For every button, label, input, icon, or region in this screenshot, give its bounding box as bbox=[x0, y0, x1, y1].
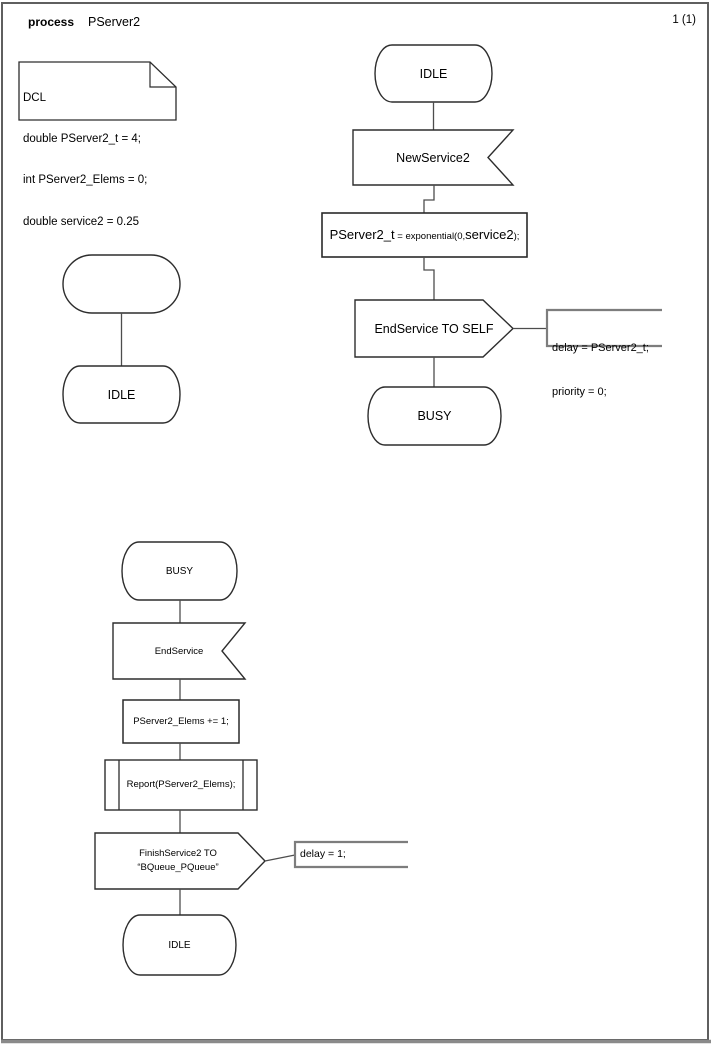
comment-line: delay = PServer2_t; bbox=[552, 342, 649, 354]
dcl-declarations-text bbox=[23, 64, 147, 257]
flow-line bbox=[424, 257, 434, 300]
output-label-endservice-to-self: EndService TO SELF bbox=[374, 321, 494, 336]
dcl-line: double PServer2_t = 4; bbox=[23, 132, 141, 145]
dcl-line: int PServer2_Elems = 0; bbox=[23, 174, 148, 187]
comment-text-delay1: delay = 1; bbox=[300, 848, 346, 860]
dcl-line: DCL bbox=[23, 91, 47, 104]
dcl-line: double service2 = 0.25 bbox=[23, 215, 140, 228]
state-label-busy-top: BUSY bbox=[417, 409, 452, 423]
diagram-name-label: PServer2 bbox=[88, 15, 141, 29]
state-label-idle-top: IDLE bbox=[419, 66, 448, 81]
state-label-idle-bottom: IDLE bbox=[168, 939, 191, 951]
output-label-finishservice2 bbox=[95, 833, 261, 889]
state-label-busy-bottom: BUSY bbox=[165, 565, 194, 577]
task-text-part: service2 bbox=[465, 227, 514, 242]
task-text-part: ); bbox=[513, 231, 520, 242]
task-label-increment-elems: PServer2_Elems += 1; bbox=[133, 716, 229, 727]
input-label-endservice: EndService bbox=[154, 645, 204, 657]
comment-line: priority = 0; bbox=[552, 385, 607, 398]
task-text-part: = exponential(0, bbox=[394, 231, 466, 242]
start-symbol[interactable] bbox=[63, 255, 180, 313]
comment-connector-line bbox=[265, 855, 295, 861]
task-label-set-pserver2-t bbox=[322, 213, 527, 259]
procedure-call-label-report: Report(PServer2_Elems); bbox=[126, 779, 236, 790]
flow-line bbox=[424, 185, 434, 213]
task-text-part: PServer2_t bbox=[329, 227, 395, 242]
input-label-newservice2: NewService2 bbox=[396, 150, 470, 165]
comment-text-delay-priority bbox=[552, 312, 649, 428]
state-label-idle-init: IDLE bbox=[107, 387, 136, 402]
output-line: “BQueue_PQueue” bbox=[137, 862, 219, 873]
output-line: FinishService2 TO bbox=[139, 847, 217, 859]
page-number: 1 (1) bbox=[672, 14, 696, 26]
diagram-kind-label: process bbox=[28, 15, 75, 29]
